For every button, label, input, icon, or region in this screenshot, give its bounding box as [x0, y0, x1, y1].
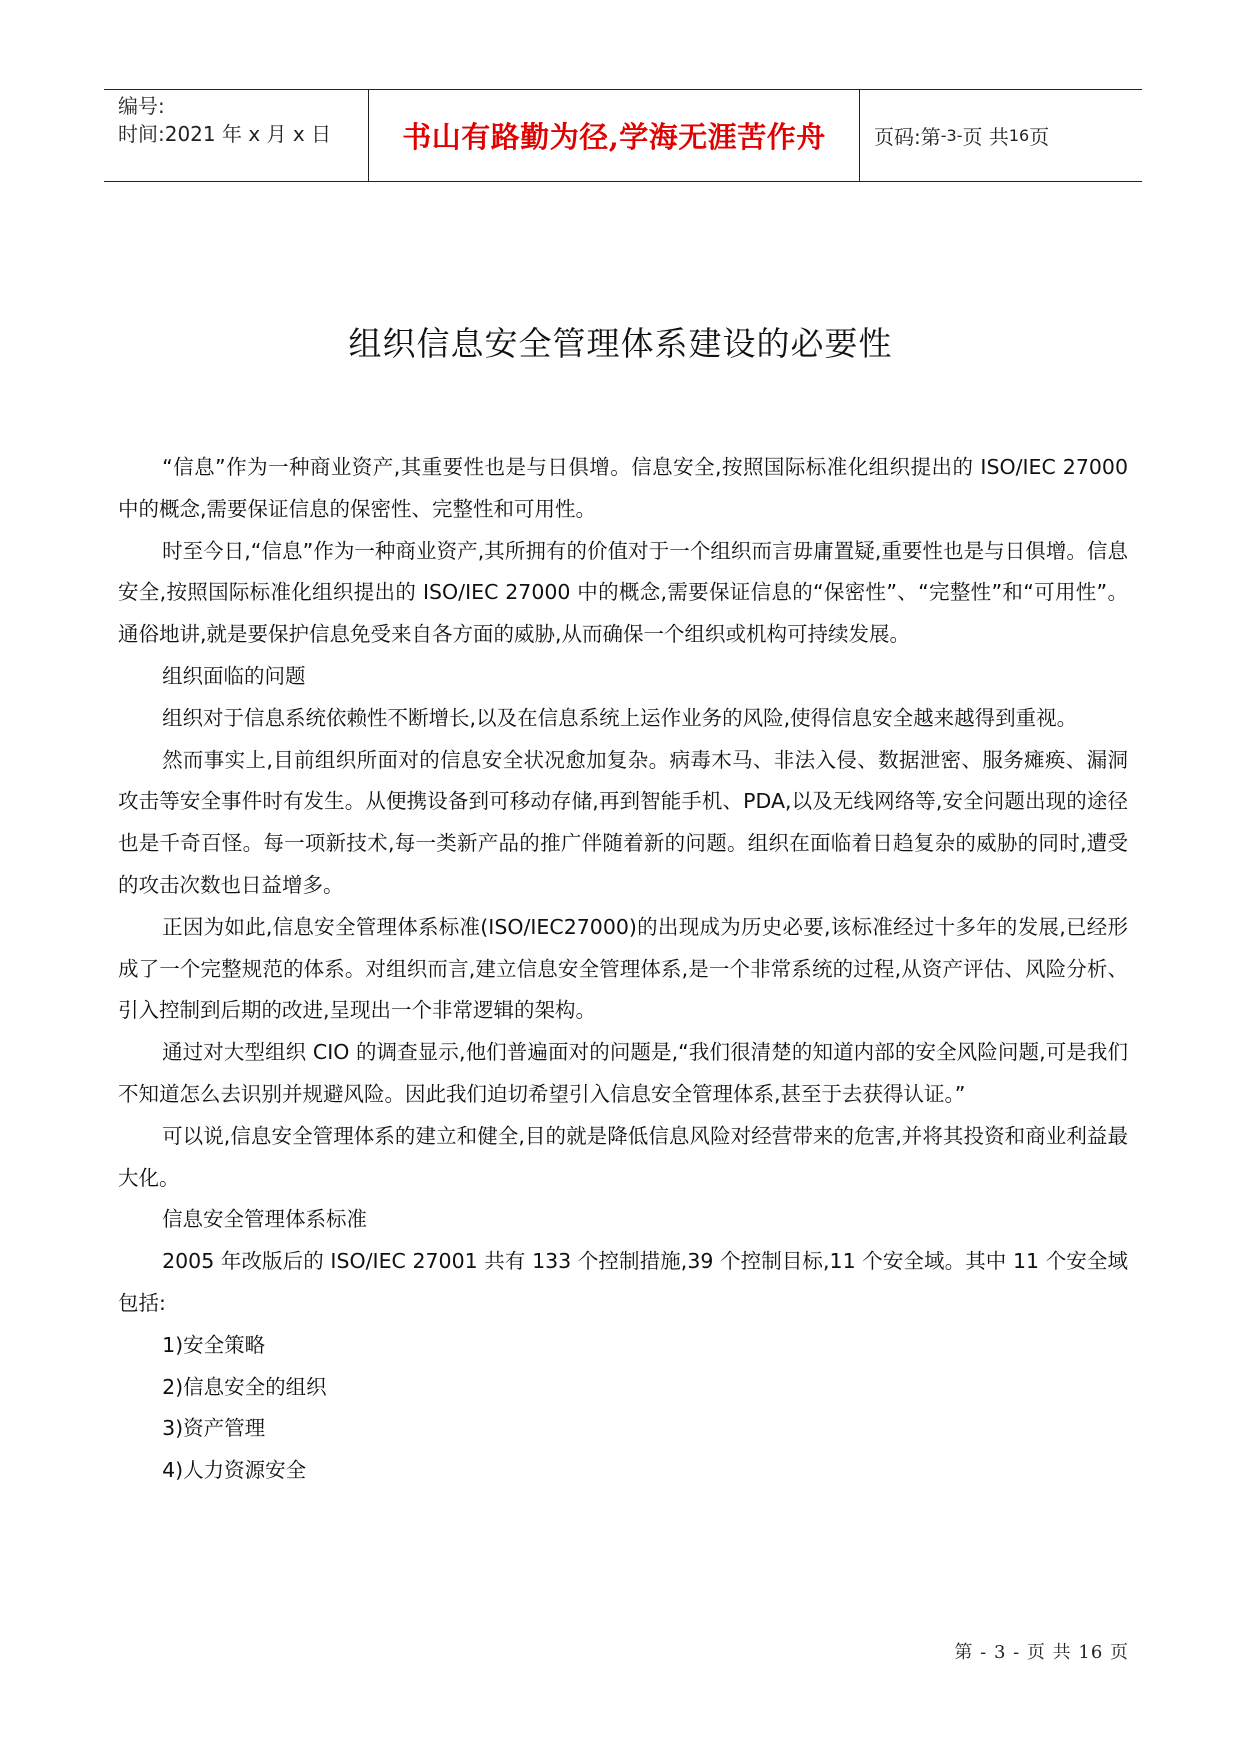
- paragraph: 然而事实上,目前组织所面对的信息安全状况愈加复杂。病毒木马、非法入侵、数据泄密、服务瘫痪、漏洞攻击等安全事件时有发生。从便携设备到可移动存储,再到智能手机、PDA,以及无线网络等,安全问题出现的途径也是千奇百怪。每一项新技术,每一类新产品的推广伴随着新的问题。组织在面临着日趋复杂的威胁的同时,遭受的攻击次数也日益增多。: [118, 747, 1128, 897]
- document-time-label: 时间:2021 年 x 月 x 日: [118, 122, 332, 146]
- header-page-code: [874, 90, 1049, 180]
- paragraph: 组织对于信息系统依赖性不断增长,以及在信息系统上运作业务的风险,使得信息安全越来越得到重视。: [162, 705, 1078, 730]
- section-heading: 组织面临的问题: [162, 663, 306, 688]
- page-code-total: 16: [1008, 125, 1030, 145]
- paragraph: 时至今日,“信息”作为一种商业资产,其所拥有的价值对于一个组织而言毋庸置疑,重要性也是与日俱增。信息安全,按照国际标准化组织提出的 ISO/IEC 27000 中的概念,需要保证信息的“保密性”、“完整性”和“可用性”。通俗地讲,就是要保护信息免受来自各方面的威胁,从而确保一个组织或机构可持续发展。: [118, 538, 1128, 647]
- section-heading: 信息安全管理体系标准: [162, 1207, 368, 1232]
- paragraph: 正因为如此,信息安全管理体系标准(ISO/IEC27000)的出现成为历史必要,该标准经过十多年的发展,已经形成了一个完整规范的体系。对组织而言,建立信息安全管理体系,是一个非常系统的过程,从资产评估、风险分析、引入控制到后期的改进,呈现出一个非常逻辑的架构。: [118, 914, 1128, 1023]
- header-motto: 书山有路勤为径,学海无涯苦作舟: [402, 119, 826, 154]
- page-code-prefix: 页码:第: [874, 124, 941, 149]
- document-body: [118, 447, 1128, 1492]
- list-item: 1)安全策略: [162, 1332, 266, 1357]
- page-code-suffix: 页 共: [962, 124, 1009, 149]
- list-item: 2)信息安全的组织: [162, 1374, 327, 1399]
- paragraph: “信息”作为一种商业资产,其重要性也是与日俱增。信息安全,按照国际标准化组织提出的 ISO/IEC 27000 中的概念,需要保证信息的保密性、完整性和可用性。: [118, 455, 1128, 521]
- page-code-end: 页: [1029, 124, 1050, 149]
- page-code-number: -3-: [940, 125, 963, 145]
- paragraph: 通过对大型组织 CIO 的调查显示,他们普遍面对的问题是,“我们很清楚的知道内部的安全风险问题,可是我们不知道怎么去识别并规避风险。因此我们迫切希望引入信息安全管理体系,甚至于去获得认证。”: [118, 1040, 1128, 1106]
- list-item: 3)资产管理: [162, 1416, 266, 1441]
- header-divider-left: [368, 90, 369, 181]
- header-divider-right: [859, 90, 860, 181]
- paragraph: 2005 年改版后的 ISO/IEC 27001 共有 133 个控制措施,39 个控制目标,11 个安全域。其中 11 个安全域包括:: [118, 1249, 1128, 1315]
- paragraph: 可以说,信息安全管理体系的建立和健全,目的就是降低信息风险对经营带来的危害,并将其投资和商业利益最大化。: [118, 1123, 1128, 1190]
- page-header: [104, 89, 1142, 182]
- page-footer: 第 - 3 - 页 共 16 页: [954, 1642, 1129, 1663]
- list-item: 4)人力资源安全: [162, 1458, 307, 1483]
- document-title: 组织信息安全管理体系建设的必要性: [348, 324, 893, 363]
- document-number-label: 编号:: [118, 94, 165, 118]
- header-meta: [118, 92, 358, 148]
